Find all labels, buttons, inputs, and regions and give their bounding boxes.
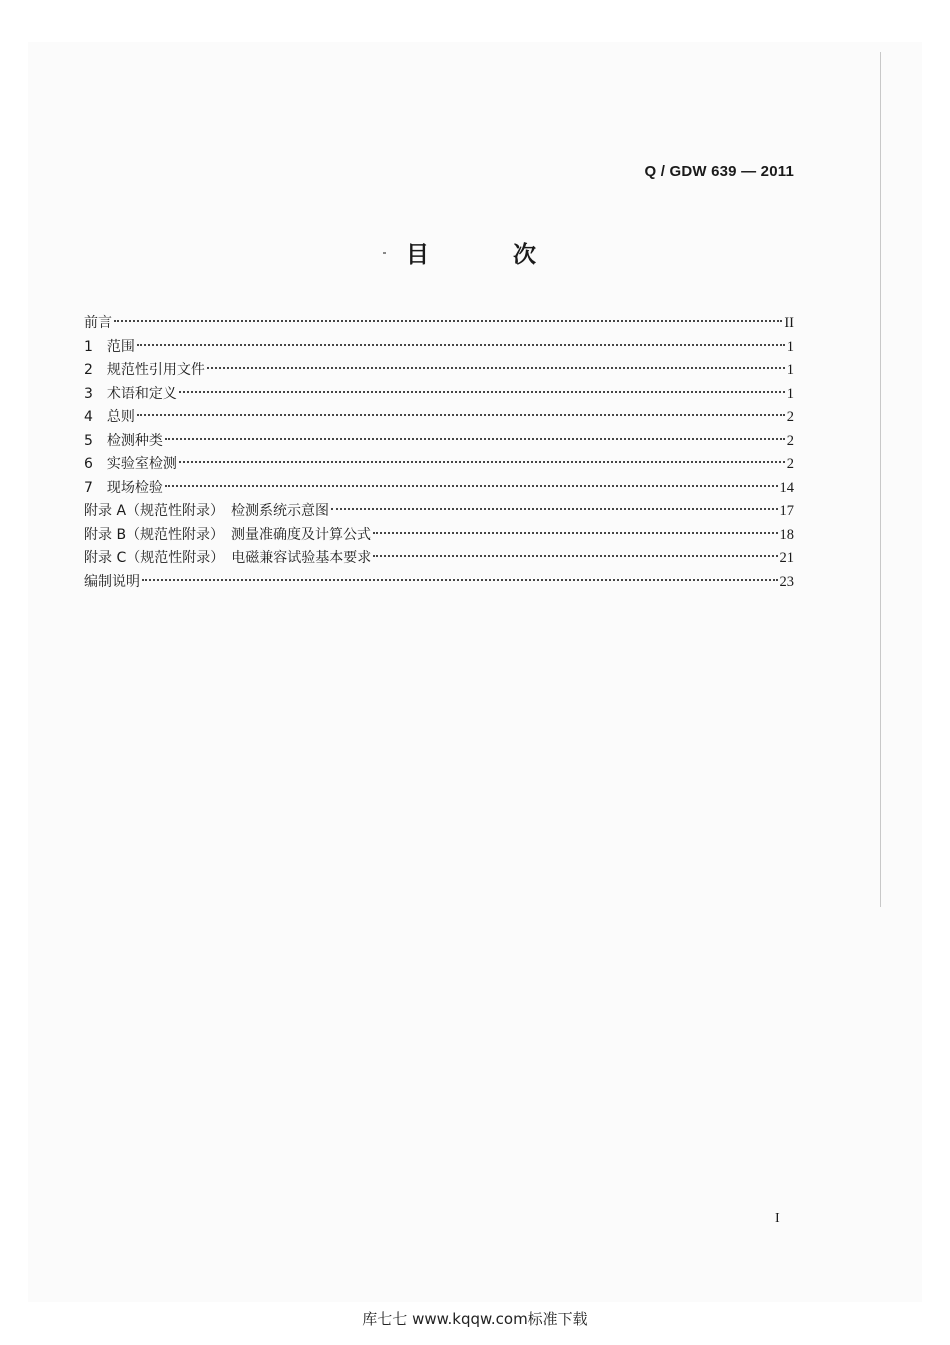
page-title: 目 次: [405, 242, 574, 268]
toc-dot-leader: [137, 414, 785, 416]
toc-entry-label: 前言: [84, 315, 112, 331]
toc-entry-page: 2: [786, 409, 794, 425]
footer-watermark-text: 库七七 www.kqqw.com标准下载: [362, 1310, 588, 1328]
toc-entry-label: 6 实验室检测: [84, 456, 177, 472]
toc-entry-test-types[interactable]: [84, 430, 794, 454]
toc-entry-page: 23: [779, 573, 794, 590]
toc-dot-leader: [331, 508, 777, 510]
toc-entry-explanation[interactable]: [84, 571, 794, 595]
toc-entry-label: 编制说明: [84, 573, 140, 590]
toc-dot-leader: [142, 579, 778, 581]
toc-entry-page: 14: [779, 479, 794, 496]
toc-entry-terms[interactable]: [84, 383, 794, 407]
toc-entry-page: II: [784, 315, 794, 331]
toc-entry-label: 1 范围: [84, 338, 135, 355]
toc-dot-leader: [137, 344, 785, 346]
toc-dot-leader: [179, 461, 785, 463]
page-number: I: [775, 1211, 780, 1226]
toc-entry-page: 21: [779, 550, 794, 566]
toc-entry-label: 2 规范性引用文件: [84, 362, 205, 378]
toc-entry-page: 18: [779, 526, 794, 543]
document-page: [28, 42, 922, 1302]
toc-entry-page: 1: [786, 385, 794, 402]
toc-dot-leader: [207, 367, 785, 369]
toc-dot-leader: [373, 555, 777, 557]
toc-entry-label: 附录 B（规范性附录） 测量准确度及计算公式: [84, 526, 372, 543]
toc-dot-leader: [373, 532, 777, 534]
toc-entry-scope[interactable]: [84, 336, 794, 360]
toc-entry-appendix-a[interactable]: [84, 500, 794, 524]
toc-dot-leader: [179, 391, 785, 393]
toc-entry-page: 2: [786, 432, 794, 449]
toc-entry-page: 1: [786, 338, 794, 355]
toc-entry-page: 2: [786, 456, 794, 472]
toc-entry-label: 4 总则: [84, 409, 135, 425]
toc-dot-leader: [114, 320, 782, 322]
toc-entry-general[interactable]: [84, 406, 794, 430]
toc-entry-normative-references[interactable]: [84, 359, 794, 383]
toc-dot-leader: [165, 438, 785, 440]
toc-entry-page: 17: [779, 503, 794, 519]
toc-entry-label: 附录 A（规范性附录） 检测系统示意图: [84, 503, 330, 519]
toc-entry-label: 附录 C（规范性附录） 电磁兼容试验基本要求: [84, 550, 372, 566]
toc-entry-lab-testing[interactable]: [84, 453, 794, 477]
toc-entry-label: 3 术语和定义: [84, 385, 177, 402]
toc-dot-leader: [165, 485, 778, 487]
toc-entry-appendix-b[interactable]: [84, 524, 794, 548]
table-of-contents: [84, 312, 794, 594]
document-code: Q / GDW 639 — 2011: [644, 163, 794, 180]
toc-entry-appendix-c[interactable]: [84, 547, 794, 571]
toc-entry-page: 1: [786, 362, 794, 378]
toc-entry-label: 7 现场检验: [84, 479, 163, 496]
toc-entry-foreword[interactable]: [84, 312, 794, 336]
toc-entry-field-inspection[interactable]: [84, 477, 794, 501]
scan-edge-line: [880, 52, 881, 907]
toc-entry-label: 5 检测种类: [84, 432, 163, 449]
